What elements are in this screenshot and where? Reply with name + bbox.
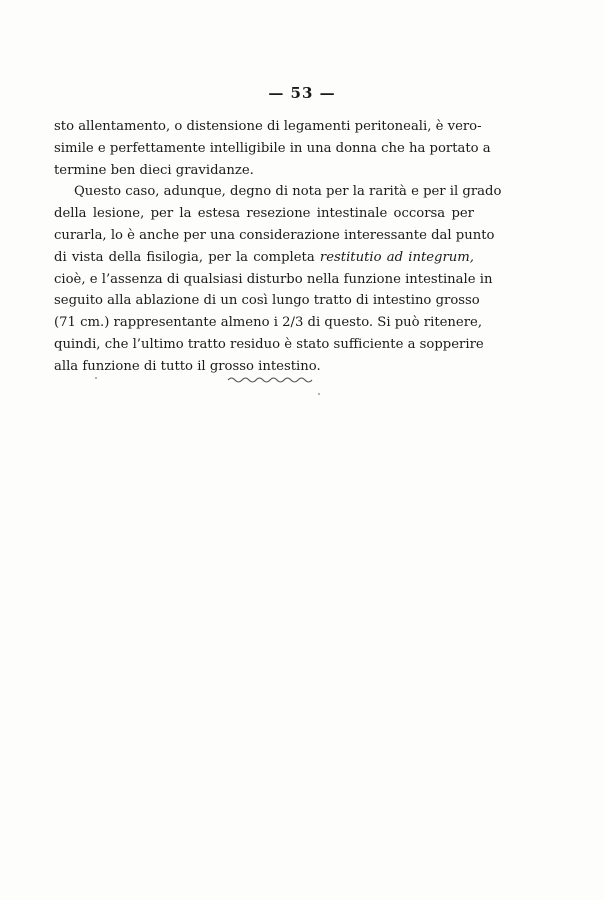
text-line: simile e perfettamente intelligibile in una donna che ha portato a <box>54 140 491 156</box>
text-line: sto allentamento, o distensione di legamenti peritoneali, è vero- <box>54 119 482 134</box>
latin-phrase: restitutio ad integrum, <box>319 249 474 265</box>
text-line: della lesione, per la estesa resezione intestinale occorsa per <box>54 206 474 222</box>
text-line: termine ben dieci gravidanze. <box>54 162 254 178</box>
section-end-ornament <box>226 374 316 386</box>
paper-speck <box>95 377 97 379</box>
text-line: (71 cm.) rappresentante almeno i 2/3 di questo. Si può ritenere, <box>54 315 483 331</box>
text-line: cioè, e l’assenza di qualsiasi disturbo nella funzione intestinale in <box>54 271 493 287</box>
text-line: quindi, che l’ultimo tratto residuo è stato sufficiente a sopperire <box>54 336 484 352</box>
text-segment: di vista della fisilogia, per la completa <box>54 249 315 265</box>
text-line: alla funzione di tutto il grosso intestino. <box>54 358 321 374</box>
ornament-glyphs: ~~~~~~~~~~~ <box>226 385 236 386</box>
text-line: curarla, lo è anche per una considerazione interessante dal punto <box>54 227 495 243</box>
body-text <box>54 116 502 378</box>
paper-speck <box>318 393 320 395</box>
text-line: Questo caso, adunque, degno di nota per la rarità e per il grado <box>74 184 502 200</box>
page-number: — 53 — <box>268 84 336 102</box>
wavy-line <box>228 378 312 382</box>
text-line: seguito alla ablazione di un così lungo tratto di intestino grosso <box>54 293 480 309</box>
text-line-with-italic <box>54 247 474 269</box>
